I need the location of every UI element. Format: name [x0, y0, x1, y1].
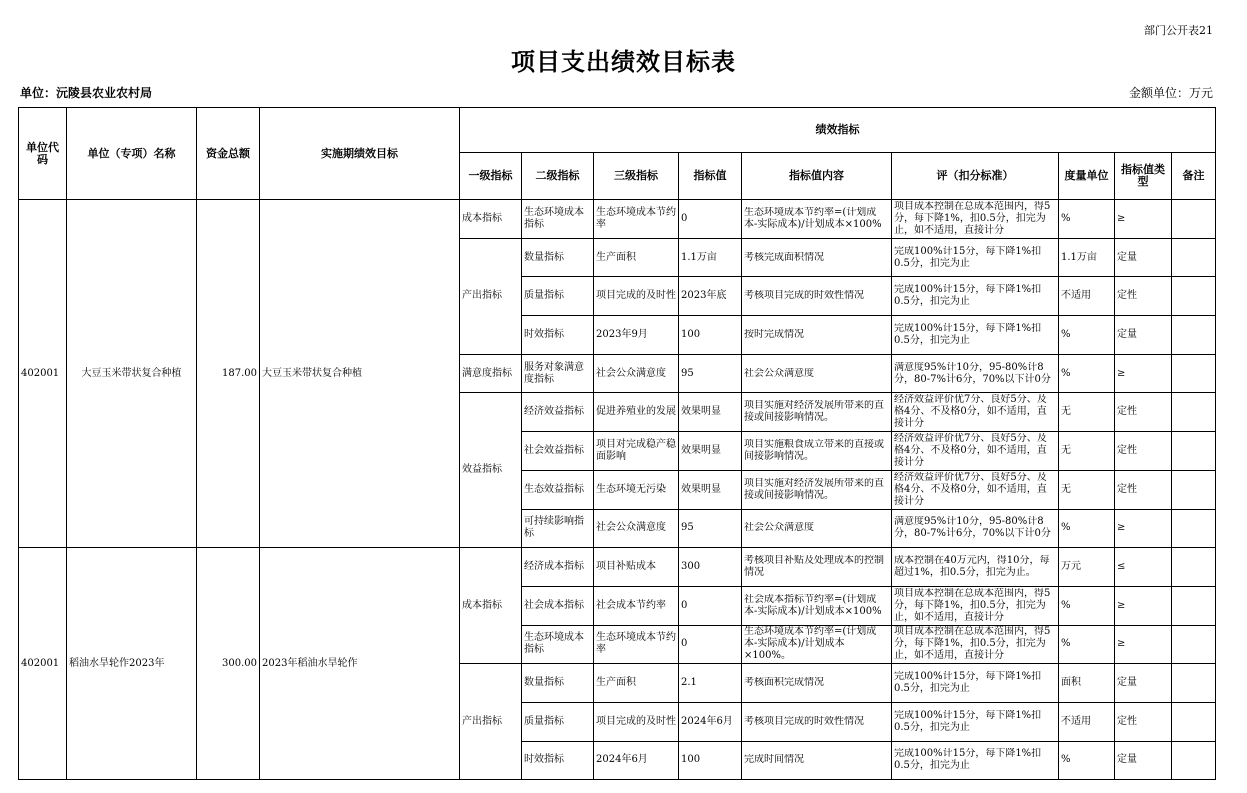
level2-cell: 社会效益指标	[522, 432, 594, 471]
level2-cell: 社会成本指标	[522, 586, 594, 625]
value-cell: 95	[679, 354, 742, 393]
criteria-cell	[892, 625, 1059, 664]
remark-cell	[1172, 432, 1216, 471]
unit-cell: %	[1059, 625, 1115, 664]
criteria-text: 经济效益评价优7分、良好5分、及格4分、不及格0分，如不适用，直接计分	[894, 432, 1047, 468]
level2-cell: 时效指标	[522, 316, 594, 355]
unit-name-cell: 稻油水旱轮作2023年	[67, 548, 197, 780]
page-title: 项目支出绩效目标表	[511, 48, 736, 76]
criteria-text: 经济效益评价优7分、良好5分、及格4分、不及格0分，如不适用，直接计分	[894, 471, 1047, 507]
criteria-text: 项目成本控制在总成本范围内，得5分，每下降1%，扣0.5分，扣完为止，如不适用，直接计分	[894, 626, 1051, 662]
content-cell	[742, 393, 892, 432]
col-unit-code: 单位代码	[19, 108, 67, 200]
remark-cell	[1172, 238, 1216, 277]
col-indicators: 绩效指标	[460, 108, 1216, 153]
criteria-text: 成本控制在40万元内，得10分，每超过1%，扣0.5分，扣完为止。	[894, 555, 1050, 579]
criteria-text: 完成100%计15分，每下降1%扣0.5分，扣完为止	[894, 322, 1042, 346]
col-content: 指标值内容	[742, 153, 892, 200]
unit-cell: %	[1059, 354, 1115, 393]
col-unit-name: 单位（专项）名称	[67, 108, 197, 200]
value-cell: 100	[679, 316, 742, 355]
content-text: 考核完成面积情况	[744, 251, 824, 263]
content-text: 社会成本指标节约率=(计划成本-实际成本)/计划成本×100%	[744, 593, 882, 617]
value-cell: 效果明显	[679, 393, 742, 432]
remark-cell	[1172, 277, 1216, 316]
level2-cell: 可持续影响指标	[522, 509, 594, 548]
remark-cell	[1172, 702, 1216, 741]
level1-cell: 成本指标	[460, 200, 522, 239]
level3-cell: 2023年9月	[594, 316, 679, 355]
criteria-text: 完成100%计15分，每下降1%扣0.5分，扣完为止	[894, 709, 1042, 733]
remark-cell	[1172, 625, 1216, 664]
criteria-cell	[892, 393, 1059, 432]
level2-cell: 生态环境成本指标	[522, 200, 594, 239]
content-cell	[742, 702, 892, 741]
level2-cell: 经济效益指标	[522, 393, 594, 432]
level3-cell: 项目对完成稳产稳面影响	[594, 432, 679, 471]
type-cell: 定量	[1115, 741, 1172, 780]
remark-cell	[1172, 316, 1216, 355]
content-text: 考核面积完成情况	[744, 677, 824, 689]
type-cell: ≥	[1115, 625, 1172, 664]
unit-cell: 不适用	[1059, 277, 1115, 316]
criteria-cell	[892, 354, 1059, 393]
level2-cell: 质量指标	[522, 702, 594, 741]
level2-cell: 生态环境成本指标	[522, 625, 594, 664]
level2-cell: 时效指标	[522, 741, 594, 780]
remark-cell	[1172, 586, 1216, 625]
table-number-label: 部门公开表21	[1144, 24, 1213, 37]
remark-cell	[1172, 664, 1216, 703]
criteria-cell	[892, 741, 1059, 780]
unit-cell: %	[1059, 586, 1115, 625]
unit-label: 单位：沅陵县农业农村局	[20, 86, 153, 100]
level2-cell: 数量指标	[522, 238, 594, 277]
unit-cell: 1.1万亩	[1059, 238, 1115, 277]
content-cell	[742, 354, 892, 393]
level3-cell: 促进养殖业的发展	[594, 393, 679, 432]
content-text: 完成时间情况	[744, 754, 804, 766]
level1-cell: 满意度指标	[460, 354, 522, 393]
level3-cell: 2024年6月	[594, 741, 679, 780]
content-cell	[742, 586, 892, 625]
value-cell: 2023年底	[679, 277, 742, 316]
content-text: 社会公众满意度	[744, 367, 814, 379]
level3-cell: 社会公众满意度	[594, 354, 679, 393]
criteria-text: 满意度95%计10分，95-80%计8分，80-7%计6分，70%以下计0分	[894, 516, 1051, 540]
type-cell: ≥	[1115, 509, 1172, 548]
value-cell: 300	[679, 548, 742, 587]
content-cell	[742, 741, 892, 780]
col-level3: 三级指标	[594, 153, 679, 200]
remark-cell	[1172, 509, 1216, 548]
type-cell: ≥	[1115, 354, 1172, 393]
content-text: 社会公众满意度	[744, 522, 814, 534]
value-cell: 效果明显	[679, 470, 742, 509]
value-cell: 1.1万亩	[679, 238, 742, 277]
content-text: 考核项目完成的时效性情况	[744, 290, 864, 302]
level1-cell: 产出指标	[460, 664, 522, 780]
criteria-text: 满意度95%计10分，95-80%计8分，80-7%计6分，70%以下计0分	[894, 361, 1051, 385]
unit-cell: 无	[1059, 432, 1115, 471]
content-text: 项目实施对经济发展所带来的直接或间接影响情况。	[744, 400, 884, 424]
criteria-text: 经济效益评价优7分、良好5分、及格4分、不及格0分，如不适用，直接计分	[894, 394, 1047, 430]
level3-cell: 社会成本节约率	[594, 586, 679, 625]
type-cell: ≥	[1115, 200, 1172, 239]
level3-cell: 生态环境成本节约率	[594, 625, 679, 664]
value-cell: 2.1	[679, 664, 742, 703]
unit-cell: 无	[1059, 470, 1115, 509]
col-criteria: 评（扣分标准）	[892, 153, 1059, 200]
level3-cell: 社会公众满意度	[594, 509, 679, 548]
level2-cell: 质量指标	[522, 277, 594, 316]
unit-cell: %	[1059, 316, 1115, 355]
content-cell	[742, 200, 892, 239]
criteria-cell	[892, 200, 1059, 239]
type-cell: 定性	[1115, 277, 1172, 316]
col-level2: 二级指标	[522, 153, 594, 200]
level1-cell: 效益指标	[460, 393, 522, 548]
type-cell: ≤	[1115, 548, 1172, 587]
content-text: 生态环境成本节约率=(计划成本-实际成本)/计划成本×100%。	[744, 626, 877, 662]
table-row	[19, 200, 1216, 239]
content-text: 项目实施粮食成立带来的直接或间接影响情况。	[744, 438, 884, 462]
content-cell	[742, 470, 892, 509]
level1-cell: 产出指标	[460, 238, 522, 354]
content-text: 考核项目补贴及处理成本的控制情况	[744, 555, 884, 579]
criteria-cell	[892, 316, 1059, 355]
remark-cell	[1172, 354, 1216, 393]
criteria-cell	[892, 470, 1059, 509]
col-goal: 实施期绩效目标	[260, 108, 460, 200]
value-cell: 0	[679, 200, 742, 239]
criteria-text: 完成100%计15分，每下降1%扣0.5分，扣完为止	[894, 245, 1042, 269]
unit-cell: 无	[1059, 393, 1115, 432]
level2-cell: 经济成本指标	[522, 548, 594, 587]
content-text: 按时完成情况	[744, 328, 804, 340]
content-text: 生态环境成本节约率=(计划成本-实际成本)/计划成本×100%	[744, 206, 882, 230]
unit-cell: 万元	[1059, 548, 1115, 587]
level3-cell: 生产面积	[594, 238, 679, 277]
level3-cell: 生产面积	[594, 664, 679, 703]
content-cell	[742, 238, 892, 277]
content-text: 项目实施对经济发展所带来的直接或间接影响情况。	[744, 477, 884, 501]
level3-cell: 项目完成的及时性	[594, 277, 679, 316]
content-text: 考核项目完成的时效性情况	[744, 715, 864, 727]
criteria-cell	[892, 509, 1059, 548]
amount-cell: 300.00	[197, 548, 260, 780]
criteria-text: 完成100%计15分，每下降1%扣0.5分，扣完为止	[894, 671, 1042, 695]
criteria-cell	[892, 238, 1059, 277]
criteria-text: 完成100%计15分，每下降1%扣0.5分，扣完为止	[894, 284, 1042, 308]
value-cell: 效果明显	[679, 432, 742, 471]
col-value: 指标值	[679, 153, 742, 200]
value-cell: 0	[679, 586, 742, 625]
content-cell	[742, 548, 892, 587]
remark-cell	[1172, 548, 1216, 587]
type-cell: 定量	[1115, 238, 1172, 277]
level1-cell: 成本指标	[460, 548, 522, 664]
col-level1: 一级指标	[460, 153, 522, 200]
type-cell: 定量	[1115, 664, 1172, 703]
col-remark: 备注	[1172, 153, 1216, 200]
content-cell	[742, 625, 892, 664]
criteria-cell	[892, 277, 1059, 316]
level2-cell: 数量指标	[522, 664, 594, 703]
type-cell: 定性	[1115, 702, 1172, 741]
criteria-text: 项目成本控制在总成本范围内，得5分，每下降1%，扣0.5分，扣完为止，如不适用，直接计分	[894, 587, 1051, 623]
value-cell: 95	[679, 509, 742, 548]
content-cell	[742, 316, 892, 355]
table-row	[19, 548, 1216, 587]
level3-cell: 生态环境成本节约率	[594, 200, 679, 239]
level2-cell: 生态效益指标	[522, 470, 594, 509]
unit-code-cell: 402001	[19, 548, 67, 780]
col-value-type: 指标值类型	[1115, 153, 1172, 200]
type-cell: 定性	[1115, 393, 1172, 432]
goal-cell: 大豆玉米带状复合种植	[260, 200, 460, 548]
type-cell: 定性	[1115, 432, 1172, 471]
criteria-cell	[892, 548, 1059, 587]
criteria-cell	[892, 432, 1059, 471]
value-cell: 100	[679, 741, 742, 780]
level3-cell: 生态环境无污染	[594, 470, 679, 509]
type-cell: 定性	[1115, 470, 1172, 509]
criteria-cell	[892, 664, 1059, 703]
criteria-cell	[892, 586, 1059, 625]
level2-cell: 服务对象满意度指标	[522, 354, 594, 393]
unit-cell: 不适用	[1059, 702, 1115, 741]
unit-cell: 面积	[1059, 664, 1115, 703]
criteria-text: 项目成本控制在总成本范围内，得5分，每下降1%，扣0.5分，扣完为止，如不适用，直接计分	[894, 200, 1051, 236]
unit-cell: %	[1059, 200, 1115, 239]
content-cell	[742, 432, 892, 471]
remark-cell	[1172, 200, 1216, 239]
col-total-funds: 资金总额	[197, 108, 260, 200]
value-cell: 0	[679, 625, 742, 664]
criteria-text: 完成100%计15分，每下降1%扣0.5分，扣完为止	[894, 748, 1042, 772]
remark-cell	[1172, 741, 1216, 780]
content-cell	[742, 277, 892, 316]
type-cell: ≥	[1115, 586, 1172, 625]
performance-table	[18, 107, 1216, 780]
content-cell	[742, 509, 892, 548]
criteria-cell	[892, 702, 1059, 741]
value-cell: 2024年6月	[679, 702, 742, 741]
type-cell: 定量	[1115, 316, 1172, 355]
remark-cell	[1172, 470, 1216, 509]
unit-name-cell: 大豆玉米带状复合种植	[67, 200, 197, 548]
remark-cell	[1172, 393, 1216, 432]
content-cell	[742, 664, 892, 703]
unit-code-cell: 402001	[19, 200, 67, 548]
col-measure-unit: 度量单位	[1059, 153, 1115, 200]
goal-cell: 2023年稻油水旱轮作	[260, 548, 460, 780]
unit-cell: %	[1059, 509, 1115, 548]
unit-cell: %	[1059, 741, 1115, 780]
amount-cell: 187.00	[197, 200, 260, 548]
level3-cell: 项目补贴成本	[594, 548, 679, 587]
level3-cell: 项目完成的及时性	[594, 702, 679, 741]
amount-unit-label: 金额单位：万元	[1128, 86, 1213, 100]
